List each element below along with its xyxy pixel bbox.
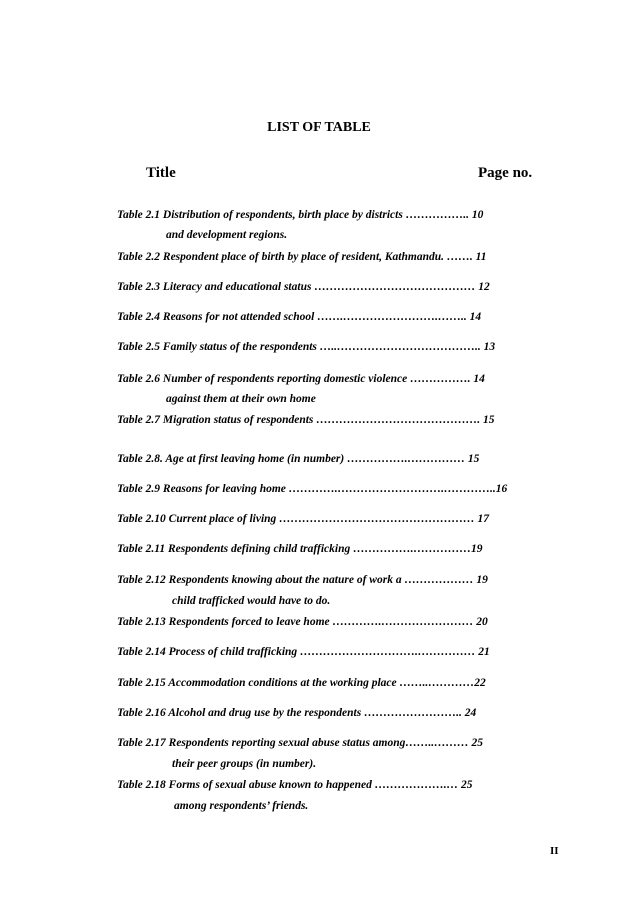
table-entry-2-12: Table 2.12 Respondents knowing about the nature of work a ……………… 19 [117,574,488,586]
table-entry-2-5: Table 2.5 Family status of the respondents …..……………………………….. 13 [117,341,496,353]
table-entry-2-6: Table 2.6 Number of respondents reporting domestic violence ……………. 14 [117,373,485,385]
table-entry-2-15: Table 2.15 Accommodation conditions at the working place ……..…………22 [117,677,486,689]
table-entry-2-11: Table 2.11 Respondents defining child trafficking …………….……………19 [117,543,483,555]
table-entry-2-8: Table 2.8. Age at first leaving home (in number) …………….…………… 15 [117,453,480,465]
table-entry-2-2: Table 2.2 Respondent place of birth by place of resident, Kathmandu. ……. 11 [117,251,487,263]
table-entry-2-17-continued: their peer groups (in number). [172,758,317,770]
table-entry-2-13: Table 2.13 Respondents forced to leave home ………….…………………… 20 [117,616,488,628]
table-entry-2-14: Table 2.14 Process of child trafficking ………………………….…………… 21 [117,646,490,658]
table-entry-2-17: Table 2.17 Respondents reporting sexual abuse status among……..……… 25 [117,737,484,749]
table-entry-2-3: Table 2.3 Literacy and educational status …………………………………… 12 [117,281,490,293]
table-entry-2-4: Table 2.4 Reasons for not attended school …….…………………….…….. 14 [117,311,482,323]
table-entry-2-7: Table 2.7 Migration status of respondents ……………………………………. 15 [117,414,495,426]
table-entry-2-16: Table 2.16 Alcohol and drug use by the respondents …………………….. 24 [117,707,477,719]
table-entry-2-6-continued: against them at their own home [166,393,316,405]
column-header-title: Title [146,165,176,181]
page-number: II [550,845,559,857]
table-entry-2-12-continued: child trafficked would have to do. [172,595,331,607]
table-entry-2-9: Table 2.9 Reasons for leaving home ………….……………………….…………..16 [117,483,508,495]
table-entry-2-1: Table 2.1 Distribution of respondents, birth place by districts …………….. 10 [117,209,484,221]
table-entry-2-10: Table 2.10 Current place of living …………………………………………… 17 [117,513,490,525]
column-header-page-no: Page no. [478,165,533,181]
page-title: LIST OF TABLE [267,120,371,135]
table-entry-2-18-continued: among respondents’ friends. [174,800,309,812]
table-entry-2-1-continued: and development regions. [166,229,288,241]
table-entry-2-18: Table 2.18 Forms of sexual abuse known to happened ……………….… 25 [117,779,473,791]
